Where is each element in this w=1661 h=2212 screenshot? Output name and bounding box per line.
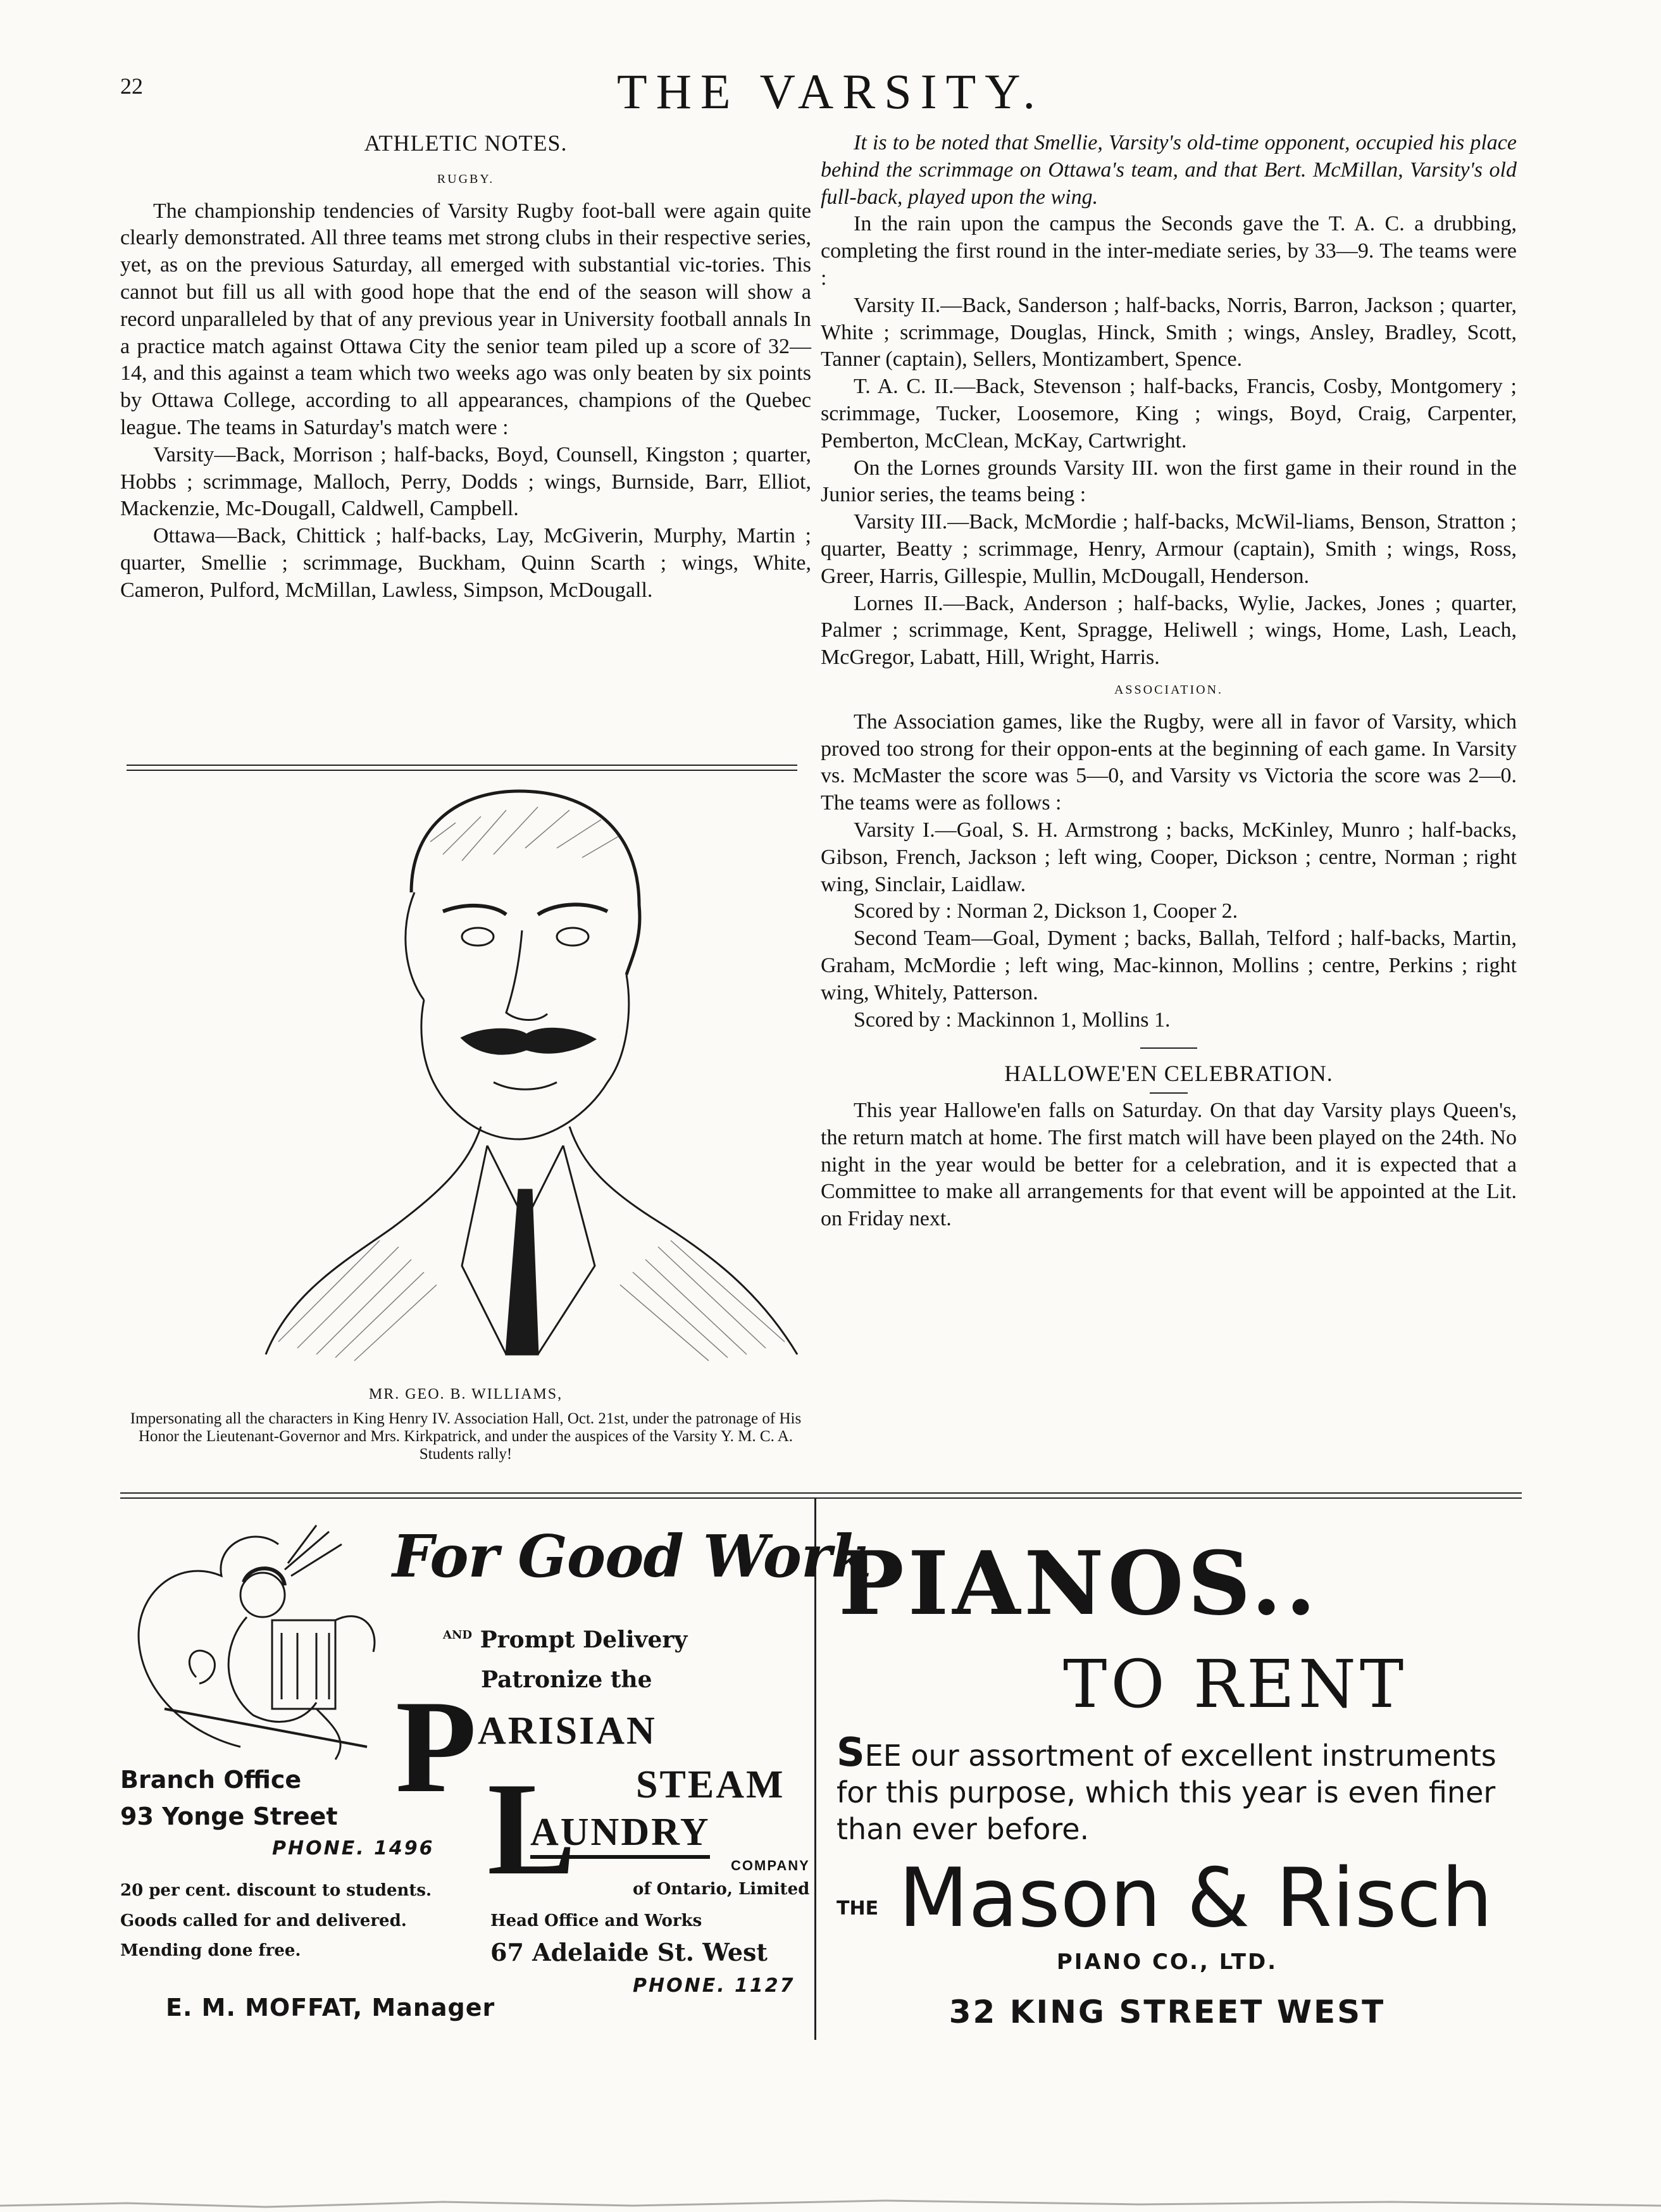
lornes-grounds-paragraph: On the Lornes grounds Varsity III. won the first game in their round in the Junior series, the teams being : [821,456,1517,507]
laundry-label: AUNDRY [530,1810,710,1859]
mending-note: Mending done free. [120,1941,301,1960]
scored-by-1: Scored by : Norman 2, Dickson 1, Cooper 2. [854,899,1238,923]
portrait-illustration [253,785,810,1380]
masthead: THE VARSITY. [616,64,1045,119]
lornes-ii-paragraph: Lornes II.—Back, Anderson ; half-backs, Wylie, Jackes, Jones ; quarter, Palmer ; scrimmage, Kent, Spragge, Heliwell ; wings, Home, Lash, Leach, McGregor, Labatt, Hill, Wright, Harris. [821,591,1517,670]
parisian-initial: P [395,1673,477,1820]
patronize-label: Patronize the [481,1666,652,1693]
right-column [821,130,1517,1233]
association-subhead: ASSOCIATION. [1114,682,1224,697]
branch-phone: PHONE. 1496 [272,1837,435,1859]
branch-office-label: Branch Office [120,1766,302,1794]
delivery-note: Goods called for and delivered. [120,1911,407,1930]
laundry-headline: For Good Work [392,1522,871,1590]
athletic-notes-column [120,130,811,604]
scored-by-2: Scored by : Mackinnon 1, Mollins 1. [854,1008,1171,1032]
halloween-paragraph: This year Hallowe'en falls on Saturday. On that day Varsity plays Queen's, the return match at home. The first match will have been played on the 24th. No night in the year would be better for a celebration, and it is expected that a Committee to make all arrangements for that event will be appointed at the Lit. on Friday next. [821,1099,1517,1231]
portrait-caption: Impersonating all the characters in King Henry IV. Association Hall, Oct. 21st, under the patronage of His Honor the Lieutenant-Governor and Mrs. Kirkpatrick, and under the auspices of the Varsity Y. M. C. A. Students rally! [130,1410,802,1463]
head-office-label: Head Office and Works [490,1911,702,1930]
rugby-subhead: RUGBY. [437,172,495,186]
portrait-caption-name: MR. GEO. B. WILLIAMS, [368,1386,563,1403]
athletic-notes-heading: ATHLETIC NOTES. [364,130,568,156]
second-team-paragraph: Second Team—Goal, Dyment ; backs, Ballah, Telford ; half-backs, Martin, Graham, McMordie ; left wing, Mac-kinnon, Mollins ; centre, Perkins ; right wing, Whitely, Patterson. [821,927,1517,1004]
discount-note: 20 per cent. discount to students. [120,1881,432,1900]
column-rule [127,765,797,771]
halloween-heading: HALLOWE'EN CELEBRATION. [1004,1061,1333,1087]
cherub-emblem-icon [127,1519,392,1766]
description-dropcap: S [837,1729,865,1775]
ads-top-rule [120,1492,1522,1499]
head-office-phone: PHONE. 1127 [633,1975,795,1997]
head-office-address: 67 Adelaide St. West [490,1938,768,1966]
and-label: AND [443,1628,473,1642]
description-text: EE our assortment of excellent instruments for this purpose, which this year is even finer than ever before. [837,1739,1496,1846]
manager-name: E. M. MOFFAT, Manager [166,1994,495,2021]
ontario-label: of Ontario, Limited [633,1880,810,1899]
page-number: 22 [120,73,143,99]
piano-address: 32 KING STREET WEST [949,1994,1386,2030]
steam-label: STEAM [636,1763,785,1806]
print-edge-texture [0,2187,1661,2212]
mason-risch-name: Mason & Risch [899,1851,1493,1946]
piano-description [837,1729,1520,1847]
ottawa-team-paragraph: Ottawa—Back, Chittick ; half-backs, Lay, McGiverin, Murphy, Martin ; quarter, Smellie ; scrimmage, Buckham, Quinn Scarth ; wings, White, Cameron, Pulford, McMillan, Lawless, Simpson, McDougall. [120,524,811,602]
seconds-paragraph: In the rain upon the campus the Seconds gave the T. A. C. a drubbing, completing the first round in the inter-mediate series, by 33—9. The teams were : [821,212,1517,290]
prompt-delivery [443,1627,687,1653]
company-label: COMPANY [731,1858,810,1873]
varsity-i-paragraph: Varsity I.—Goal, S. H. Armstrong ; backs, McKinley, Munro ; half-backs, Gibson, French, Jackson ; left wing, Cooper, Dickson ; centre, Norman ; right wing, Sinclair, Laidlaw. [821,818,1517,896]
pianos-headline: PIANOS.. [838,1532,1320,1635]
to-rent-headline: TO RENT [1063,1646,1408,1723]
athletic-paragraph: The championship tendencies of Varsity Rugby foot-ball were again quite clearly demonstrated. All three teams met strong clubs in their respective series, yet, as on the previous Saturday, all emerged with substantial vic-tories. This cannot but fill us all with good hope that the end of the season will show a record unparalleled by that of any previous year in University football annals In a practice match against Ottawa City the senior team piled up a score of 32—14, and this against a team which two weeks ago was only beaten by six points by Ottawa College, according to all appearances, champions of the Quebec league. The teams in Saturday's match were : [120,199,811,439]
heading-underline [1150,1092,1188,1094]
piano-company: PIANO CO., LTD. [1056,1949,1278,1975]
smellie-paragraph: It is to be noted that Smellie, Varsity's old-time opponent, occupied his place behind the scrimmage on Ottawa's team, and that Bert. McMillan, Varsity's old full-back, played upon the wing. [821,131,1517,209]
prompt-delivery-label: Prompt Delivery [480,1627,688,1653]
varsity-ii-paragraph: Varsity II.—Back, Sanderson ; half-backs, Norris, Barron, Jackson ; quarter, White ; scrimmage, Douglas, Hinck, Smith ; wings, Ansley, Bradley, Scott, Tanner (captain), Sellers, Montizambert, Spence. [821,293,1517,372]
varsity-team-paragraph: Varsity—Back, Morrison ; half-backs, Boyd, Counsell, Kingston ; quarter, Hobbs ; scrimmage, Malloch, Perry, Dodds ; wings, Burnside, Barr, Elliot, Mackenzie, Mc-Dougall, Caldwell, Campbell. [120,442,811,521]
section-divider [1140,1047,1197,1049]
branch-address: 93 Yonge Street [120,1803,338,1830]
tac-ii-paragraph: T. A. C. II.—Back, Stevenson ; half-backs, Francis, Cosby, Montgomery ; scrimmage, Tucker, Loosemore, King ; wings, Boyd, Craig, Carpenter, Pemberton, McClean, McKay, Cartwright. [821,375,1517,453]
parisian-label: ARISIAN [478,1709,657,1753]
the-label: THE [837,1897,879,1920]
laundry-initial: L [487,1756,576,1903]
association-paragraph: The Association games, like the Rugby, were all in favor of Varsity, which proved too strong for their oppon-ents at the beginning of each game. In Varsity vs. McMaster the score was 5—0, and Varsity vs Victoria the score was 2—0. The teams were as follows : [821,709,1517,815]
varsity-iii-paragraph: Varsity III.—Back, McMordie ; half-backs, McWil-liams, Benson, Stratton ; quarter, Beatty ; scrimmage, Henry, Armour (captain), Smith ; wings, Ross, Greer, Harris, Gillespie, Mullin, McDougall, Henderson. [821,510,1517,588]
